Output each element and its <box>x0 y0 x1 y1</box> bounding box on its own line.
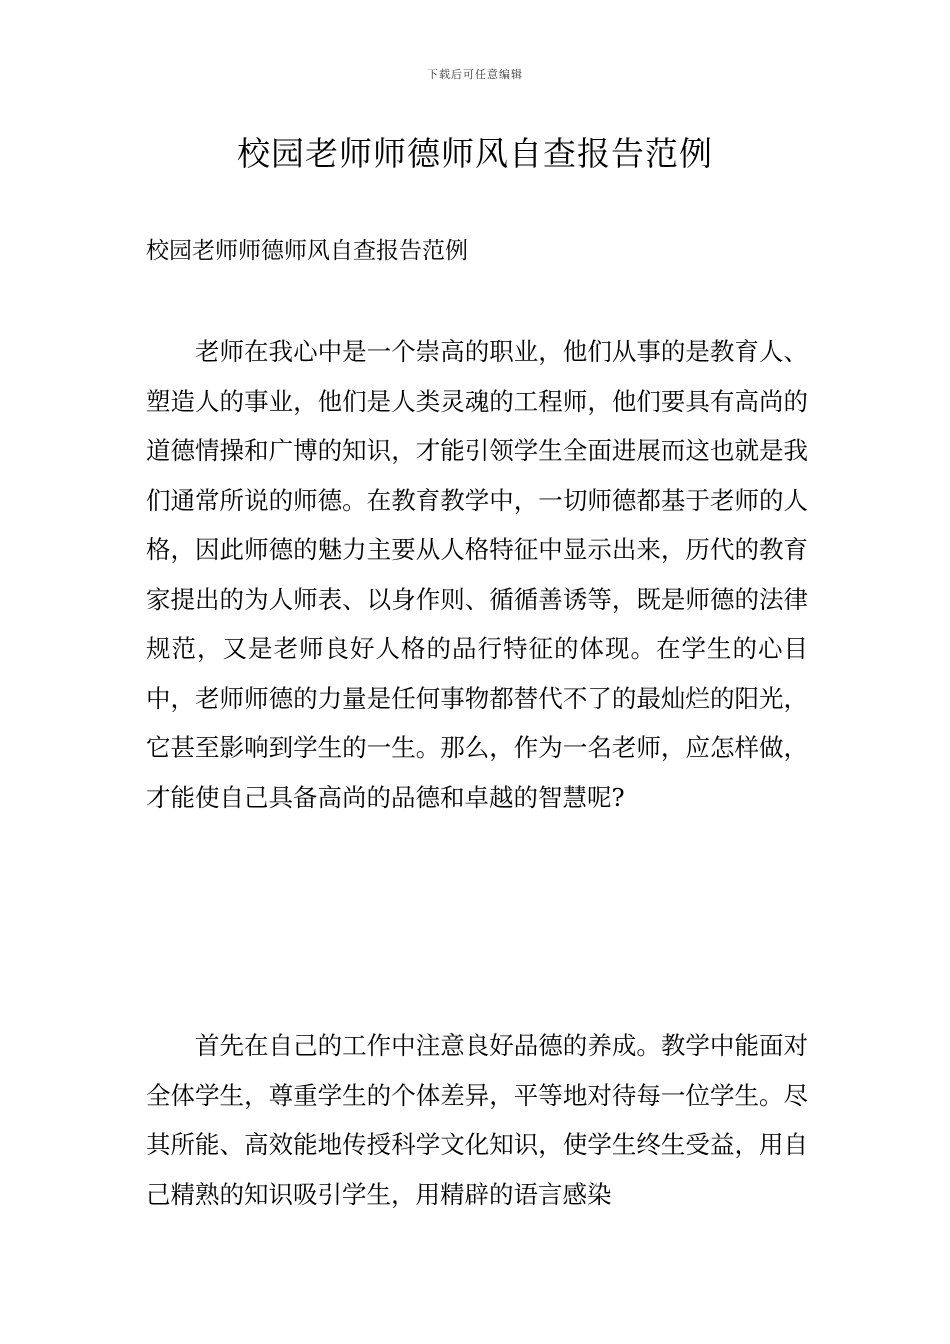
document-subtitle: 校园老师师德师风自查报告范例 <box>146 238 468 264</box>
header-note: 下载后可任意编辑 <box>427 68 523 81</box>
paragraph-first-point: 首先在自己的工作中注意良好品德的养成。教学中能面对全体学生，尊重学生的个体差异，平等地对待每一位学生。尽其所能、高效能地传授科学文化知识，使学生终生受益，用自己精熟的知识吸引学生，用精辟的语言感染 <box>146 1031 808 1209</box>
paragraph-intro: 老师在我心中是一个崇高的职业，他们从事的是教育人、塑造人的事业，他们是人类灵魂的工程师，他们要具有高尚的道德情操和广博的知识，才能引领学生全面进展而这也就是我们通常所说的师德。在教育教学中，一切师德都基于老师的人格，因此师德的魅力主要从人格特征中显示出来，历代的教育家提出的为人师表、以身作则、循循善诱等，既是师德的法律规范，又是老师良好人格的品行特征的体现。在学生的心目中，老师师德的力量是任何事物都替代不了的最灿烂的阳光，它甚至影响到学生的一生。那么，作为一名老师，应怎样做，才能使自己具备高尚的品德和卓越的智慧呢? <box>146 337 808 812</box>
document-title: 校园老师师德师风自查报告范例 <box>237 134 713 173</box>
